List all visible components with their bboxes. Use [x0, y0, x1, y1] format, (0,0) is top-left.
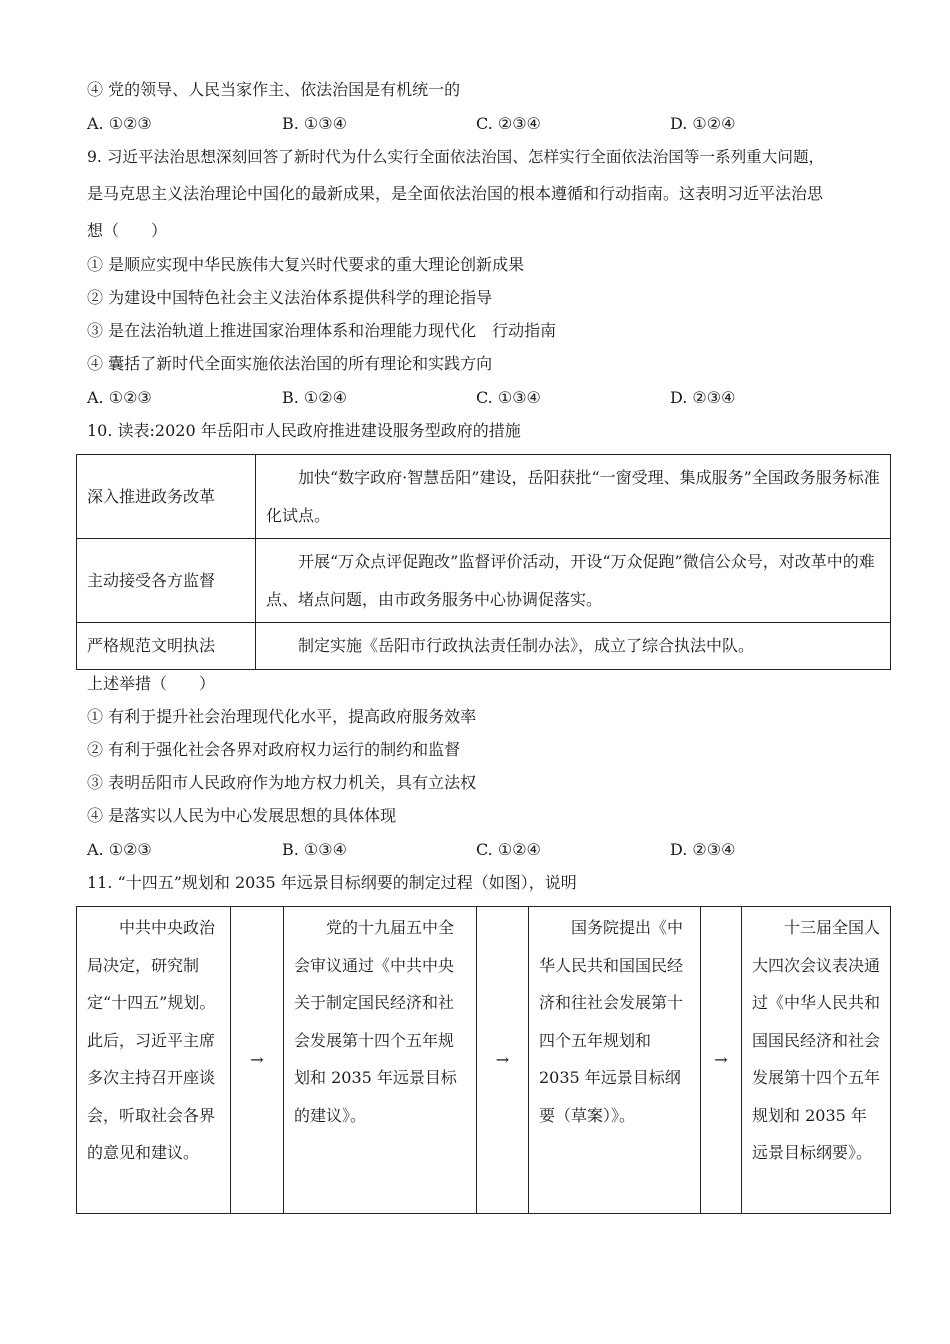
q9-option-c: C. ①③④	[476, 388, 541, 407]
q11-step-1-text: 中共中央政治局决定，研究制定“十四五”规划。此后，习近平主席多次主持召开座谈会，听取社会各界的意见和建议。	[87, 918, 216, 1162]
q9-options	[87, 388, 887, 408]
q10-row-3-value	[256, 623, 891, 670]
q10-row-2-text: 开展“万众点评促跑改”监督评价活动，开设“万众促跑”微信公众号，对改革中的难点、堵点问题，由市政务服务中心协调促落实。	[266, 551, 875, 609]
q9-item-4: ④ 囊括了新时代全面实施依法治国的所有理论和实践方向	[87, 354, 493, 373]
q8-options	[87, 114, 887, 134]
q10-row-2-key: 主动接受各方监督	[77, 539, 256, 623]
q11-arrow-2: →	[477, 907, 529, 1214]
q11-step-4	[742, 907, 891, 1214]
q10-row-1-text: 加快“数字政府·智慧岳阳”建设，岳阳获批“一窗受理、集成服务”全国政务服务标准化试点。	[266, 467, 880, 525]
q10-measures-table	[76, 454, 891, 670]
q10-options	[87, 840, 887, 860]
q10-row-2-value	[256, 539, 891, 623]
q11-step-3-text: 国务院提出《中华人民共和国国民经济和往社会发展第十四个五年规划和 2035 年远景目标纲要（草案）》。	[539, 918, 684, 1125]
q10-stem: 10. 读表:2020 年岳阳市人民政府推进建设服务型政府的措施	[87, 421, 521, 440]
q10-row-1-key: 深入推进政务改革	[77, 455, 256, 539]
q11-step-2-text: 党的十九届五中全会审议通过《中共中央关于制定国民经济和社会发展第十四个五年规划和 2035 年远景目标的建议》。	[294, 918, 457, 1125]
q9-item-3: ③ 是在法治轨道上推进国家治理体系和治理能力现代化 行动指南	[87, 321, 557, 340]
q8-option-b: B. ①③④	[282, 114, 347, 133]
q8-option-a: A. ①②③	[87, 114, 152, 133]
q10-after-text: 上述举措（ ）	[87, 674, 216, 693]
q11-step-3	[529, 907, 701, 1214]
q11-arrow-1: →	[231, 907, 284, 1214]
q9-item-2: ② 为建设中国特色社会主义法治体系提供科学的理论指导	[87, 288, 493, 307]
q10-item-1: ① 有利于提升社会治理现代化水平，提高政府服务效率	[87, 707, 477, 726]
q10-row-1-value	[256, 455, 891, 539]
q11-step-2	[284, 907, 477, 1214]
q11-step-4-text: 十三届全国人大四次会议表决通过《中华人民共和国国民经济和社会发展第十四个五年规划和 2035 年远景目标纲要》。	[752, 918, 881, 1162]
q10-item-2: ② 有利于强化社会各界对政府权力运行的制约和监督	[87, 740, 461, 759]
q10-row-3-text: 制定实施《岳阳市行政执法责任制办法》，成立了综合执法中队。	[298, 636, 755, 655]
q8-option-d: D. ①②④	[670, 114, 736, 133]
table-row	[77, 623, 891, 670]
q9-option-d: D. ②③④	[670, 388, 736, 407]
q10-option-a: A. ①②③	[87, 840, 152, 859]
q9-stem-line-3: 想（ ）	[87, 221, 168, 240]
q10-item-4: ④ 是落实以人民为中心发展思想的具体体现	[87, 806, 397, 825]
table-row	[77, 539, 891, 623]
q9-option-b: B. ①②④	[282, 388, 347, 407]
table-row	[77, 455, 891, 539]
q10-option-d: D. ②③④	[670, 840, 736, 859]
q11-step-1	[77, 907, 231, 1214]
q10-option-c: C. ①②④	[476, 840, 541, 859]
q9-option-a: A. ①②③	[87, 388, 152, 407]
q9-item-1: ① 是顺应实现中华民族伟大复兴时代要求的重大理论创新成果	[87, 255, 525, 274]
q10-option-b: B. ①③④	[282, 840, 347, 859]
q11-process-flow	[76, 906, 891, 1214]
q8-option-c: C. ②③④	[476, 114, 541, 133]
q11-stem: 11. “十四五”规划和 2035 年远景目标纲要的制定过程（如图），说明	[87, 873, 577, 892]
q9-stem-line-1: 9. 习近平法治思想深刻回答了新时代为什么实行全面依法治国、怎样实行全面依法治国等一系列重大问题，	[87, 148, 825, 166]
q10-row-3-key: 严格规范文明执法	[77, 623, 256, 670]
q11-arrow-3: →	[701, 907, 742, 1214]
q10-item-3: ③ 表明岳阳市人民政府作为地方权力机关，具有立法权	[87, 773, 477, 792]
q8-item-4: ④ 党的领导、人民当家作主、依法治国是有机统一的	[87, 80, 461, 99]
q9-stem-line-2: 是马克思主义法治理论中国化的最新成果，是全面依法治国的根本遵循和行动指南。这表明习近平法治思	[87, 184, 824, 203]
